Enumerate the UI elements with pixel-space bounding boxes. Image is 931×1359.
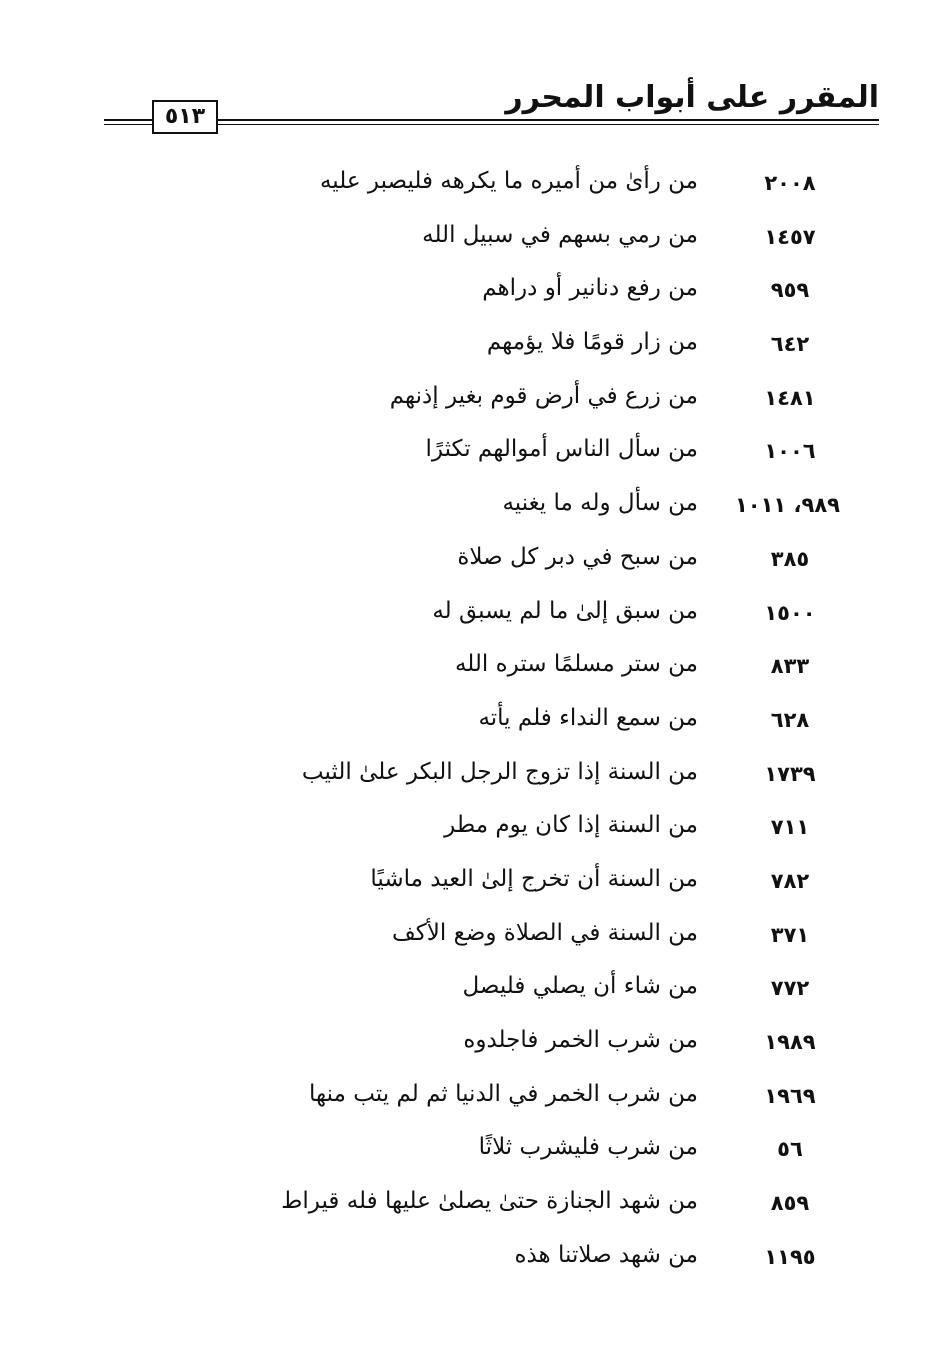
entry-text: من ستر مسلمًا ستره الله [454, 651, 698, 678]
entry-number: ١٤٥٧ [764, 224, 816, 249]
entry-text: من زرع في أرض قوم بغير إذنهم [389, 382, 698, 409]
entry-text: من شرب الخمر فاجلدوه [463, 1027, 698, 1053]
entry-text: من شرب الخمر في الدنيا ثم لم يتب منها [309, 1080, 698, 1107]
index-entry [0, 749, 931, 803]
index-entry [0, 588, 931, 642]
index-list [0, 158, 931, 1285]
index-entry [0, 910, 931, 964]
entry-text: من زار قومًا فلا يؤمهم [486, 329, 698, 356]
entry-number: ٨٥٩ [770, 1191, 810, 1216]
header-rule-top [104, 119, 879, 121]
entry-number: ١١٩٥ [764, 1244, 816, 1269]
entry-number: ٣٨٥ [770, 546, 810, 571]
index-entry [0, 373, 931, 427]
index-entry [0, 1017, 931, 1071]
entry-text: من سمع النداء فلم يأته [478, 704, 698, 731]
entry-text: من سأل الناس أموالهم تكثرًا [425, 436, 698, 463]
index-entry [0, 426, 931, 480]
entry-text: من شهد صلاتنا هذه [514, 1241, 698, 1268]
entry-number: ٧١١ [770, 815, 810, 840]
entry-text: من سبح في دبر كل صلاة [457, 543, 698, 570]
entry-number: ١٩٦٩ [764, 1083, 816, 1108]
entry-number: ٦٤٢ [770, 332, 810, 357]
book-title: المقرر على أبواب المحرر [505, 80, 879, 115]
page-number: ٥١٣ [152, 100, 218, 134]
entry-number: ٨٣٣ [770, 654, 810, 679]
entry-text: من شهد الجنازة حتىٰ يصلىٰ عليها فله قيراط [281, 1188, 698, 1215]
entry-number: ٧٨٢ [770, 868, 810, 893]
entry-number: ١٧٣٩ [764, 761, 816, 786]
entry-number: ١٠٠٦ [764, 439, 816, 464]
index-entry [0, 534, 931, 588]
entry-text: من رفع دنانير أو دراهم [482, 275, 698, 302]
entry-text: من السنة إذا كان يوم مطر [444, 812, 698, 839]
entry-number: ٦٢٨ [770, 707, 810, 732]
index-entry [0, 265, 931, 319]
index-entry [0, 1232, 931, 1286]
entry-number: ٢٠٠٨ [764, 171, 816, 195]
index-entry [0, 1124, 931, 1178]
header-rule-bottom [104, 124, 879, 125]
entry-text: من سبق إلىٰ ما لم يسبق له [432, 597, 698, 624]
index-entry [0, 963, 931, 1017]
entry-number: ٧٧٢ [770, 976, 810, 1001]
index-entry [0, 319, 931, 373]
entry-text: من السنة أن تخرج إلىٰ العيد ماشيًا [370, 865, 698, 892]
entry-text: من شاء أن يصلي فليصل [462, 973, 698, 1000]
entry-text: من السنة في الصلاة وضع الأكف [392, 919, 698, 946]
index-entry [0, 1071, 931, 1125]
entry-text: من رمي بسهم في سبيل الله [422, 221, 698, 248]
index-entry [0, 641, 931, 695]
entry-number: ٩٨٩، ١٠١١ [734, 493, 840, 518]
page-header [0, 0, 931, 150]
entry-text: من السنة إذا تزوج الرجل البكر علىٰ الثيب [301, 758, 698, 785]
index-entry [0, 1178, 931, 1232]
entry-number: ١٤٨١ [764, 385, 816, 410]
entry-number: ١٥٠٠ [764, 600, 816, 625]
entry-text: من شرب فليشرب ثلاثًا [478, 1134, 698, 1161]
entry-number: ٩٥٩ [770, 278, 810, 303]
index-entry [0, 212, 931, 266]
index-entry [0, 480, 931, 534]
entry-text: من رأىٰ من أميره ما يكرهه فليصبر عليه [319, 168, 698, 194]
index-entry [0, 856, 931, 910]
index-entry [0, 158, 931, 212]
entry-number: ١٩٨٩ [764, 1030, 816, 1054]
index-entry [0, 802, 931, 856]
index-entry [0, 695, 931, 749]
entry-number: ٣٧١ [770, 922, 810, 947]
entry-number: ٥٦ [777, 1137, 803, 1162]
entry-text: من سأل وله ما يغنيه [502, 490, 698, 517]
